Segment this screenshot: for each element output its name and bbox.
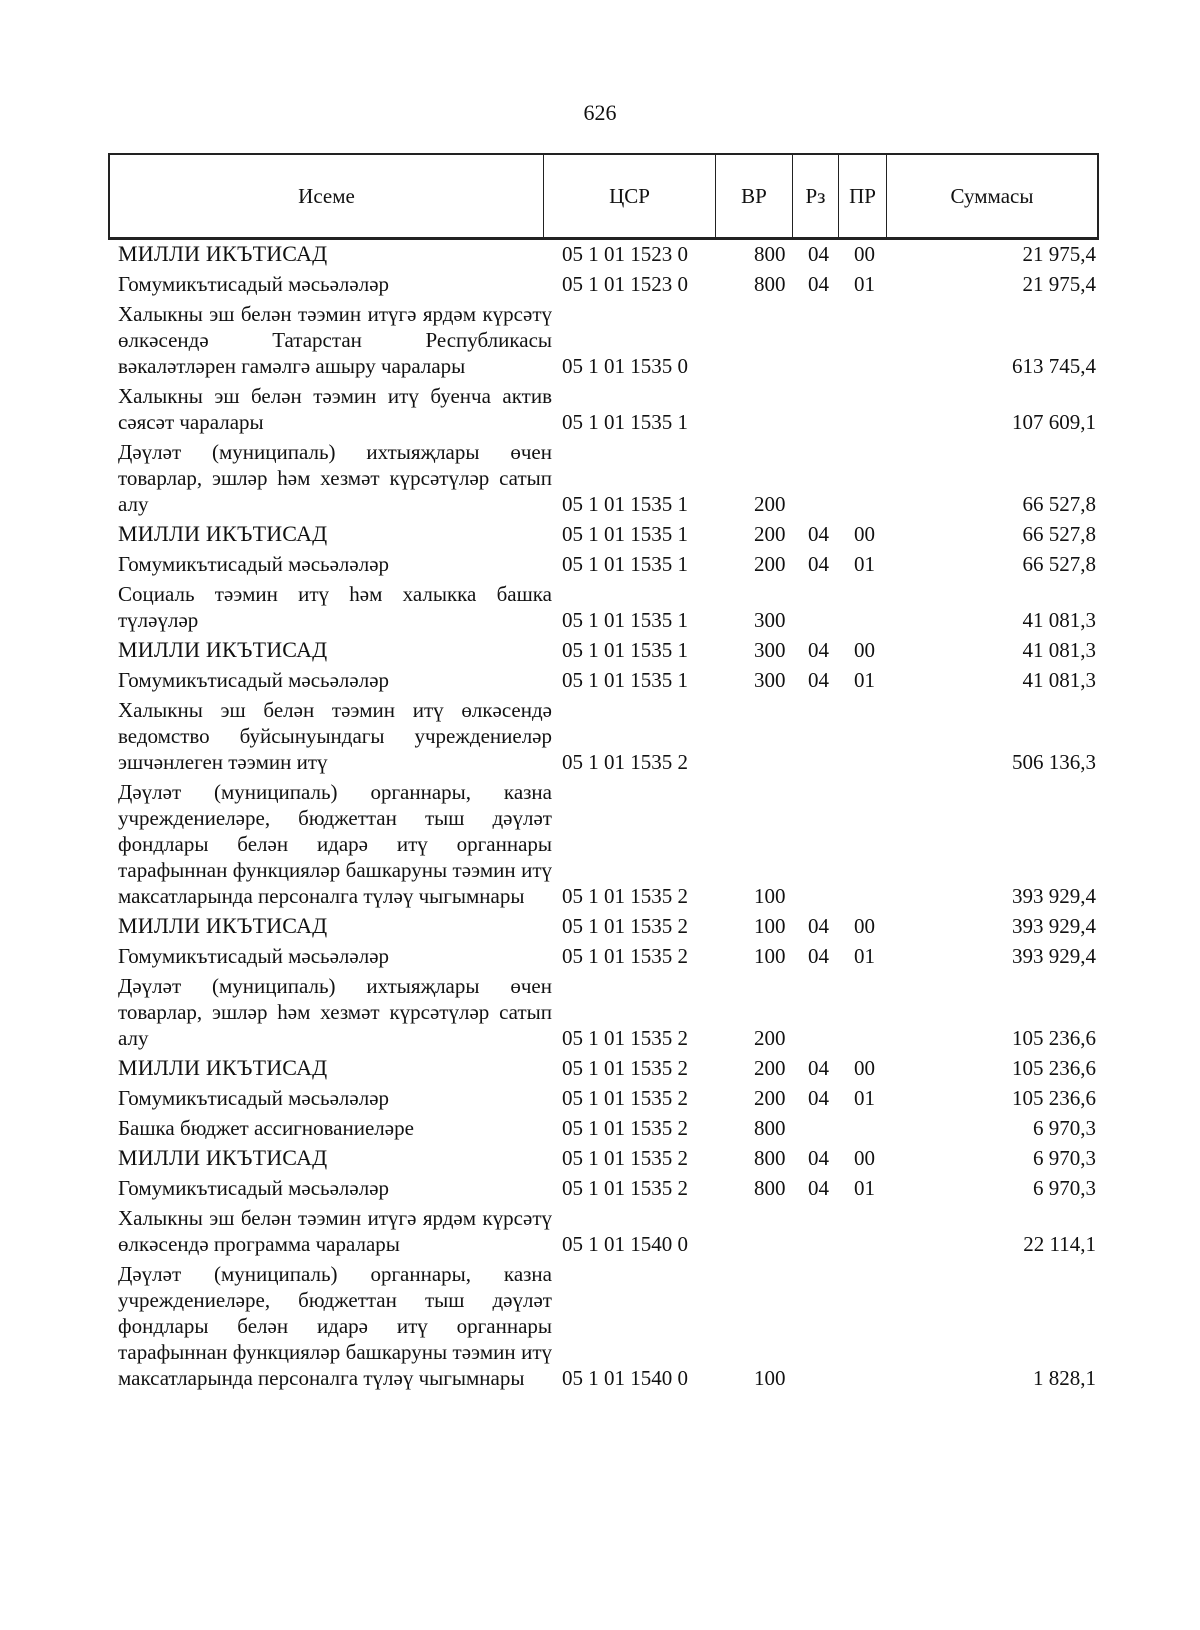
row-pr: 01 xyxy=(854,1176,875,1200)
table-row xyxy=(118,973,1098,1051)
header-csr: ЦСР xyxy=(544,155,716,237)
row-sum: 41 081,3 xyxy=(1022,608,1096,632)
table-row xyxy=(118,581,1098,633)
row-vr: 100 xyxy=(754,944,786,968)
row-sum: 506 136,3 xyxy=(1012,750,1096,774)
row-csr: 05 1 01 1523 0 xyxy=(562,242,688,266)
row-name: Гомумикътисадый мәсьәләләр xyxy=(118,552,390,576)
row-sum: 41 081,3 xyxy=(1022,668,1096,692)
table-row xyxy=(118,301,1098,379)
row-sum: 22 114,1 xyxy=(1023,1232,1096,1256)
row-sum: 21 975,4 xyxy=(1022,272,1096,296)
table-row xyxy=(118,241,1098,267)
row-sum: 393 929,4 xyxy=(1012,944,1096,968)
row-name: МИЛЛИ ИКЪТИСАД xyxy=(118,241,328,266)
table-header xyxy=(108,153,1099,240)
row-rz: 04 xyxy=(808,914,829,938)
row-name: Халыкны эш белән тәэмин итүгә ярдәм күрсәтү өлкәсендә программа чаралары xyxy=(118,1206,552,1256)
table-row xyxy=(118,913,1098,939)
table-row xyxy=(118,697,1098,775)
row-sum: 105 236,6 xyxy=(1012,1056,1096,1080)
row-name: Халыкны эш белән тәэмин итү буенча актив сәясәт чаралары xyxy=(118,384,552,434)
row-name: Халыкны эш белән тәэмин итү өлкәсендә ведомство буйсынуындагы учреждениеләр эшчәнлеген тәэмин итү xyxy=(118,698,552,774)
row-name: Гомумикътисадый мәсьәләләр xyxy=(118,1086,390,1110)
table-row xyxy=(118,1261,1098,1391)
row-rz: 04 xyxy=(808,1146,829,1170)
row-vr: 200 xyxy=(754,522,786,546)
row-csr: 05 1 01 1535 1 xyxy=(562,638,688,662)
row-csr: 05 1 01 1535 2 xyxy=(562,1116,688,1140)
row-vr: 200 xyxy=(754,492,786,516)
table-row xyxy=(118,439,1098,517)
row-rz: 04 xyxy=(808,1056,829,1080)
row-rz: 04 xyxy=(808,522,829,546)
table-row xyxy=(118,1175,1098,1201)
row-pr: 00 xyxy=(854,522,875,546)
row-name: Гомумикътисадый мәсьәләләр xyxy=(118,944,390,968)
row-rz: 04 xyxy=(808,552,829,576)
row-sum: 41 081,3 xyxy=(1022,638,1096,662)
table-row xyxy=(118,667,1098,693)
row-sum: 613 745,4 xyxy=(1012,354,1096,378)
row-pr: 01 xyxy=(854,668,875,692)
row-csr: 05 1 01 1535 2 xyxy=(562,1176,688,1200)
row-csr: 05 1 01 1535 0 xyxy=(562,354,688,378)
row-csr: 05 1 01 1523 0 xyxy=(562,272,688,296)
row-csr: 05 1 01 1535 2 xyxy=(562,944,688,968)
row-vr: 100 xyxy=(754,914,786,938)
row-vr: 200 xyxy=(754,552,786,576)
row-name: Социаль тәэмин итү һәм халыкка башка түләүләр xyxy=(118,582,552,632)
table-row xyxy=(118,271,1098,297)
row-csr: 05 1 01 1535 2 xyxy=(562,750,688,774)
row-sum: 6 970,3 xyxy=(1033,1176,1096,1200)
table-row xyxy=(118,551,1098,577)
row-sum: 21 975,4 xyxy=(1022,242,1096,266)
row-name: Дәүләт (муниципаль) ихтыяҗлары өчен товарлар, эшләр һәм хезмәт күрсәтүләр сатып алу xyxy=(118,440,552,516)
row-pr: 01 xyxy=(854,552,875,576)
row-vr: 200 xyxy=(754,1026,786,1050)
row-vr: 100 xyxy=(754,1366,786,1390)
row-csr: 05 1 01 1535 1 xyxy=(562,668,688,692)
row-name: МИЛЛИ ИКЪТИСАД xyxy=(118,1055,328,1080)
row-sum: 66 527,8 xyxy=(1022,522,1096,546)
row-name: Дәүләт (муниципаль) ихтыяҗлары өчен товарлар, эшләр һәм хезмәт күрсәтүләр сатып алу xyxy=(118,974,552,1050)
row-csr: 05 1 01 1540 0 xyxy=(562,1366,688,1390)
row-vr: 800 xyxy=(754,1146,786,1170)
row-sum: 393 929,4 xyxy=(1012,884,1096,908)
header-name: Исеме xyxy=(110,155,544,237)
header-sum: Суммасы xyxy=(950,183,1034,208)
row-pr: 01 xyxy=(854,1086,875,1110)
row-sum: 66 527,8 xyxy=(1022,552,1096,576)
row-name: Гомумикътисадый мәсьәләләр xyxy=(118,668,390,692)
row-csr: 05 1 01 1535 1 xyxy=(562,608,688,632)
row-pr: 00 xyxy=(854,914,875,938)
row-csr: 05 1 01 1535 2 xyxy=(562,1056,688,1080)
table-row xyxy=(118,383,1098,435)
row-sum: 66 527,8 xyxy=(1022,492,1096,516)
row-vr: 300 xyxy=(754,608,786,632)
row-name: МИЛЛИ ИКЪТИСАД xyxy=(118,521,328,546)
table-body xyxy=(118,241,1098,1391)
table-row xyxy=(118,637,1098,663)
row-pr: 01 xyxy=(854,272,875,296)
header-rz: Рз xyxy=(793,155,839,237)
row-rz: 04 xyxy=(808,1086,829,1110)
row-csr: 05 1 01 1535 2 xyxy=(562,1026,688,1050)
row-sum: 107 609,1 xyxy=(1012,410,1096,434)
row-sum: 6 970,3 xyxy=(1033,1146,1096,1170)
row-vr: 100 xyxy=(754,884,786,908)
row-csr: 05 1 01 1535 2 xyxy=(562,1146,688,1170)
row-csr: 05 1 01 1535 2 xyxy=(562,1086,688,1110)
header-pr: ПР xyxy=(839,155,887,237)
table-row xyxy=(118,1115,1098,1141)
row-sum: 1 828,1 xyxy=(1033,1366,1096,1390)
table-row xyxy=(118,521,1098,547)
row-pr: 00 xyxy=(854,1056,875,1080)
table-row xyxy=(118,943,1098,969)
row-vr: 200 xyxy=(754,1086,786,1110)
row-pr: 01 xyxy=(854,944,875,968)
row-name: Башка бюджет ассигнованиеләре xyxy=(118,1116,414,1140)
row-csr: 05 1 01 1535 1 xyxy=(562,552,688,576)
row-csr: 05 1 01 1535 2 xyxy=(562,914,688,938)
row-pr: 00 xyxy=(854,242,875,266)
row-vr: 800 xyxy=(754,272,786,296)
table-row xyxy=(118,1085,1098,1111)
row-sum: 393 929,4 xyxy=(1012,914,1096,938)
row-pr: 00 xyxy=(854,638,875,662)
row-csr: 05 1 01 1540 0 xyxy=(562,1232,688,1256)
row-vr: 300 xyxy=(754,638,786,662)
row-rz: 04 xyxy=(808,272,829,296)
row-rz: 04 xyxy=(808,944,829,968)
table-row xyxy=(118,779,1098,909)
row-name: МИЛЛИ ИКЪТИСАД xyxy=(118,913,328,938)
row-csr: 05 1 01 1535 1 xyxy=(562,492,688,516)
row-sum: 105 236,6 xyxy=(1012,1026,1096,1050)
row-name: Дәүләт (муниципаль) органнары, казна учреждениеләре, бюджеттан тыш дәүләт фондлары белән идарә итү органнары тарафыннан функцияләр башкаруны тәэмин итү максатларында персоналга түләү чыгымнары xyxy=(118,1262,552,1390)
row-sum: 105 236,6 xyxy=(1012,1086,1096,1110)
header-vr: ВР xyxy=(716,155,793,237)
row-vr: 300 xyxy=(754,668,786,692)
row-rz: 04 xyxy=(808,638,829,662)
row-pr: 00 xyxy=(854,1146,875,1170)
row-vr: 800 xyxy=(754,1176,786,1200)
row-name: МИЛЛИ ИКЪТИСАД xyxy=(118,637,328,662)
row-sum: 6 970,3 xyxy=(1033,1116,1096,1140)
row-name: Халыкны эш белән тәэмин итүгә ярдәм күрсәтү өлкәсендә Татарстан Республикасы вәкаләтләрен гамәлгә ашыру чаралары xyxy=(118,302,552,378)
row-name: Дәүләт (муниципаль) органнары, казна учреждениеләре, бюджеттан тыш дәүләт фондлары белән идарә итү органнары тарафыннан функцияләр башкаруны тәэмин итү максатларында персоналга түләү чыгымнары xyxy=(118,780,552,908)
row-name: Гомумикътисадый мәсьәләләр xyxy=(118,272,390,296)
row-csr: 05 1 01 1535 1 xyxy=(562,410,688,434)
table-row xyxy=(118,1205,1098,1257)
row-rz: 04 xyxy=(808,242,829,266)
page-number: 626 xyxy=(583,100,617,125)
table-row xyxy=(118,1055,1098,1081)
row-vr: 800 xyxy=(754,242,786,266)
row-name: МИЛЛИ ИКЪТИСАД xyxy=(118,1145,328,1170)
table-row xyxy=(118,1145,1098,1171)
row-csr: 05 1 01 1535 2 xyxy=(562,884,688,908)
row-rz: 04 xyxy=(808,668,829,692)
row-rz: 04 xyxy=(808,1176,829,1200)
row-csr: 05 1 01 1535 1 xyxy=(562,522,688,546)
row-name: Гомумикътисадый мәсьәләләр xyxy=(118,1176,390,1200)
row-vr: 800 xyxy=(754,1116,786,1140)
row-vr: 200 xyxy=(754,1056,786,1080)
